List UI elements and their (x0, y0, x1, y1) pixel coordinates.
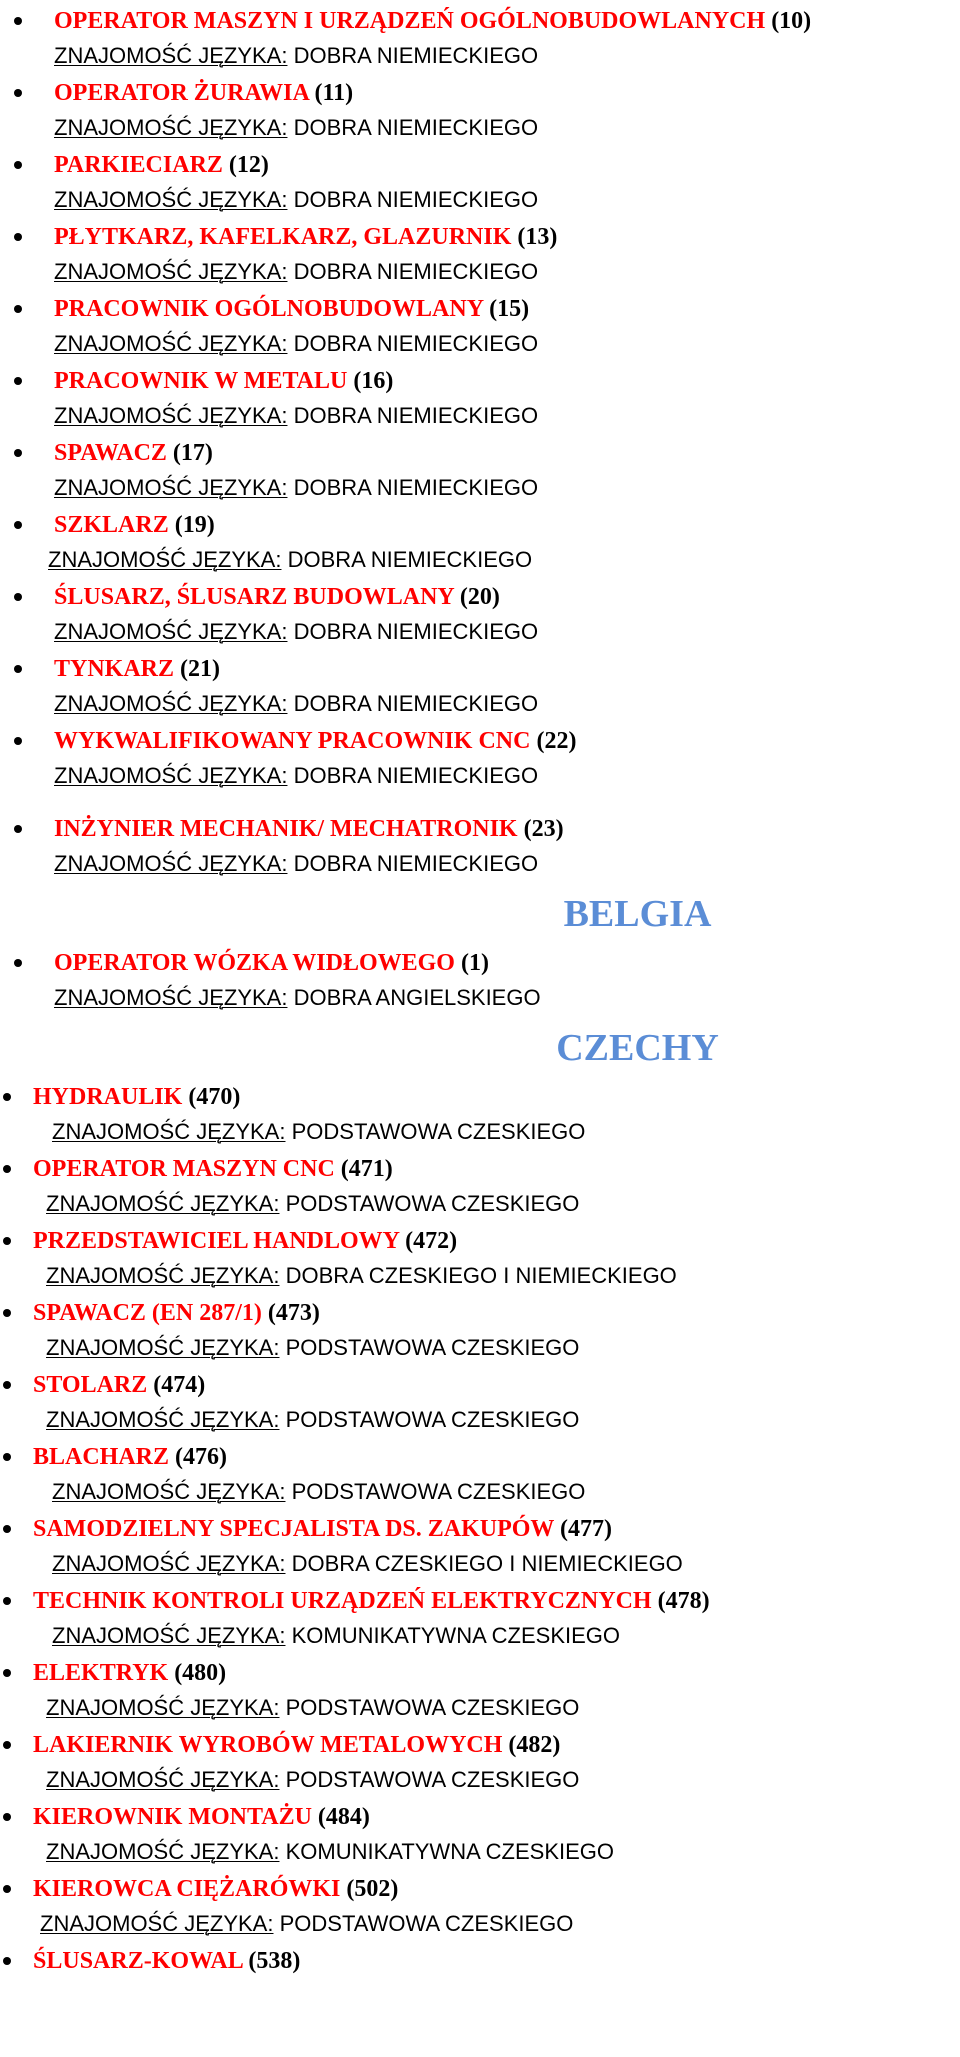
job-item (14, 288, 960, 360)
job-item (14, 720, 960, 792)
bullet-icon (14, 89, 22, 97)
language-requirement (52, 1622, 620, 1650)
bullet-icon (14, 737, 22, 745)
job-title: PŁYTKARZ, KAFELKARZ, GLAZURNIK (54, 224, 512, 250)
requirement-label: ZNAJOMOŚĆ JĘZYKA: (46, 1407, 280, 1432)
bullet-icon (3, 1885, 11, 1893)
requirement-value: PODSTAWOWA CZESKIEGO (285, 1191, 580, 1216)
requirement-value: DOBRA NIEMIECKIEGO (293, 331, 539, 356)
job-title-line (54, 510, 215, 540)
job-item (14, 72, 960, 144)
requirement-value: PODSTAWOWA CZESKIEGO (285, 1695, 580, 1720)
job-title: STOLARZ (33, 1372, 148, 1398)
job-title: PRZEDSTAWICIEL HANDLOWY (33, 1228, 400, 1254)
language-requirement (54, 474, 538, 502)
job-title-line (33, 1802, 370, 1832)
job-title-line (33, 1082, 240, 1112)
requirement-label: ZNAJOMOŚĆ JĘZYKA: (46, 1839, 280, 1864)
requirement-value: DOBRA NIEMIECKIEGO (293, 851, 539, 876)
requirement-value: KOMUNIKATYWNA CZESKIEGO (285, 1839, 615, 1864)
germany-job-list (0, 0, 960, 880)
language-requirement (54, 618, 538, 646)
requirement-value: DOBRA NIEMIECKIEGO (293, 43, 539, 68)
requirement-label: ZNAJOMOŚĆ JĘZYKA: (54, 475, 288, 500)
job-code: (21) (180, 656, 220, 682)
requirement-label: ZNAJOMOŚĆ JĘZYKA: (54, 763, 288, 788)
bullet-icon (3, 1237, 11, 1245)
job-title: OPERATOR MASZYN CNC (33, 1156, 335, 1182)
job-item (0, 1796, 960, 1868)
job-title-line (54, 948, 489, 978)
language-requirement (54, 690, 538, 718)
job-item (0, 1292, 960, 1364)
requirement-value: KOMUNIKATYWNA CZESKIEGO (291, 1623, 621, 1648)
job-title: TYNKARZ (54, 656, 175, 682)
requirement-label: ZNAJOMOŚĆ JĘZYKA: (54, 43, 288, 68)
job-title-line (54, 726, 576, 756)
requirement-label: ZNAJOMOŚĆ JĘZYKA: (46, 1263, 280, 1288)
requirement-value: PODSTAWOWA CZESKIEGO (285, 1335, 580, 1360)
job-code: (482) (508, 1732, 561, 1758)
job-title-line (33, 1298, 320, 1328)
bullet-icon (14, 959, 22, 967)
bullet-icon (14, 17, 22, 25)
job-title: SPAWACZ (54, 440, 167, 466)
language-requirement (48, 546, 532, 574)
job-item (0, 1868, 960, 1940)
job-title: PRACOWNIK W METALU (54, 368, 348, 394)
job-title: WYKWALIFIKOWANY PRACOWNIK CNC (54, 728, 531, 754)
bullet-icon (3, 1669, 11, 1677)
job-item (14, 216, 960, 288)
job-item (14, 432, 960, 504)
job-code: (472) (405, 1228, 458, 1254)
requirement-value: DOBRA NIEMIECKIEGO (293, 115, 539, 140)
requirement-label: ZNAJOMOŚĆ JĘZYKA: (46, 1695, 280, 1720)
requirement-label: ZNAJOMOŚĆ JĘZYKA: (46, 1335, 280, 1360)
job-item (0, 1652, 960, 1724)
job-code: (502) (346, 1876, 399, 1902)
job-title-line (33, 1586, 710, 1616)
requirement-value: DOBRA NIEMIECKIEGO (293, 619, 539, 644)
country-heading-belgia: BELGIA (563, 893, 712, 935)
bullet-icon (14, 449, 22, 457)
language-requirement (54, 186, 538, 214)
language-requirement (54, 258, 538, 286)
bullet-icon (3, 1741, 11, 1749)
bullet-icon (3, 1525, 11, 1533)
job-title: ŚLUSARZ-KOWAL (33, 1948, 243, 1974)
requirement-value: PODSTAWOWA CZESKIEGO (279, 1911, 574, 1936)
requirement-value: PODSTAWOWA CZESKIEGO (291, 1119, 586, 1144)
bullet-icon (3, 1813, 11, 1821)
requirement-label: ZNAJOMOŚĆ JĘZYKA: (54, 403, 288, 428)
requirement-label: ZNAJOMOŚĆ JĘZYKA: (52, 1551, 286, 1576)
job-title: OPERATOR WÓZKA WIDŁOWEGO (54, 950, 455, 976)
language-requirement (54, 984, 541, 1012)
job-title-line (33, 1442, 227, 1472)
bullet-icon (3, 1381, 11, 1389)
job-item (0, 1508, 960, 1580)
job-title: BLACHARZ (33, 1444, 170, 1470)
job-item (0, 1220, 960, 1292)
requirement-label: ZNAJOMOŚĆ JĘZYKA: (52, 1119, 286, 1144)
job-code: (13) (517, 224, 558, 250)
bullet-icon (3, 1957, 11, 1965)
language-requirement (52, 1478, 585, 1506)
belgia-section (0, 892, 960, 1014)
language-requirement (54, 42, 538, 70)
job-code: (473) (267, 1300, 320, 1326)
requirement-label: ZNAJOMOŚĆ JĘZYKA: (48, 547, 282, 572)
language-requirement (54, 402, 538, 430)
job-title: PRACOWNIK OGÓLNOBUDOWLANY (54, 296, 484, 322)
language-requirement (46, 1766, 579, 1794)
job-title: ŚLUSARZ, ŚLUSARZ BUDOWLANY (54, 584, 454, 610)
job-title-line (33, 1370, 205, 1400)
bullet-icon (14, 161, 22, 169)
job-code: (20) (459, 584, 500, 610)
bullet-icon (3, 1309, 11, 1317)
job-title: HYDRAULIK (33, 1084, 183, 1110)
job-item (14, 144, 960, 216)
job-code: (476) (175, 1444, 228, 1470)
requirement-value: DOBRA NIEMIECKIEGO (293, 259, 539, 284)
requirement-label: ZNAJOMOŚĆ JĘZYKA: (54, 187, 288, 212)
job-title-line (33, 1730, 560, 1760)
job-item (0, 1580, 960, 1652)
requirement-label: ZNAJOMOŚĆ JĘZYKA: (46, 1767, 280, 1792)
language-requirement (52, 1550, 683, 1578)
requirement-label: ZNAJOMOŚĆ JĘZYKA: (46, 1191, 280, 1216)
job-title-line (54, 150, 269, 180)
language-requirement (54, 850, 538, 878)
requirement-label: ZNAJOMOŚĆ JĘZYKA: (54, 851, 288, 876)
requirement-value: DOBRA NIEMIECKIEGO (293, 403, 539, 428)
job-title-line (33, 1514, 612, 1544)
bullet-icon (3, 1453, 11, 1461)
job-code: (11) (314, 80, 354, 106)
language-requirement (46, 1190, 579, 1218)
job-item (14, 576, 960, 648)
language-requirement (54, 762, 538, 790)
job-title-line (54, 222, 557, 252)
job-code: (484) (317, 1804, 370, 1830)
language-requirement (40, 1910, 573, 1938)
job-title: SPAWACZ (EN 287/1) (33, 1300, 262, 1326)
language-requirement (52, 1118, 585, 1146)
job-title-line (54, 6, 811, 36)
job-title-line (54, 438, 213, 468)
requirement-value: DOBRA CZESKIEGO I NIEMIECKIEGO (291, 1551, 683, 1576)
bullet-icon (14, 665, 22, 673)
job-title-line (54, 294, 529, 324)
requirement-label: ZNAJOMOŚĆ JĘZYKA: (52, 1623, 286, 1648)
bullet-icon (3, 1165, 11, 1173)
job-title-line (54, 78, 353, 108)
job-title-line (54, 654, 220, 684)
language-requirement (54, 114, 538, 142)
requirement-value: DOBRA NIEMIECKIEGO (293, 187, 539, 212)
job-title: INŻYNIER MECHANIK/ MECHATRONIK (54, 816, 518, 842)
bullet-icon (14, 305, 22, 313)
job-title: OPERATOR ŻURAWIA (54, 80, 309, 106)
job-title: LAKIERNIK WYROBÓW METALOWYCH (33, 1732, 503, 1758)
requirement-label: ZNAJOMOŚĆ JĘZYKA: (52, 1479, 286, 1504)
job-code: (12) (228, 152, 269, 178)
job-item (0, 1940, 960, 2012)
requirement-label: ZNAJOMOŚĆ JĘZYKA: (54, 331, 288, 356)
job-item (0, 1436, 960, 1508)
job-title-line (54, 582, 500, 612)
job-item (14, 360, 960, 432)
job-code: (1) (460, 950, 489, 976)
language-requirement (46, 1694, 579, 1722)
bullet-icon (14, 593, 22, 601)
language-requirement (46, 1406, 579, 1434)
job-title: OPERATOR MASZYN I URZĄDZEŃ OGÓLNOBUDOWLANYCH (54, 8, 766, 34)
job-code: (23) (523, 816, 564, 842)
requirement-value: DOBRA CZESKIEGO I NIEMIECKIEGO (285, 1263, 677, 1288)
job-item (0, 1148, 960, 1220)
bullet-icon (14, 825, 22, 833)
job-title-line (54, 814, 564, 844)
job-code: (17) (172, 440, 213, 466)
requirement-label: ZNAJOMOŚĆ JĘZYKA: (54, 691, 288, 716)
requirement-value: DOBRA NIEMIECKIEGO (293, 691, 539, 716)
job-item (0, 1724, 960, 1796)
job-item (0, 1076, 960, 1148)
bullet-icon (3, 1597, 11, 1605)
job-title-line (33, 1874, 398, 1904)
job-title: SZKLARZ (54, 512, 169, 538)
job-code: (15) (489, 296, 530, 322)
bullet-icon (14, 521, 22, 529)
job-code: (538) (248, 1948, 301, 1974)
job-title: PARKIECIARZ (54, 152, 223, 178)
job-item (14, 504, 960, 576)
job-title: SAMODZIELNY SPECJALISTA DS. ZAKUPÓW (33, 1516, 554, 1542)
country-heading-czechy: CZECHY (556, 1027, 719, 1069)
language-requirement (46, 1334, 579, 1362)
job-item (14, 648, 960, 720)
language-requirement (46, 1262, 677, 1290)
requirement-value: DOBRA NIEMIECKIEGO (293, 763, 539, 788)
czechy-section (0, 1026, 960, 2012)
job-code: (22) (536, 728, 577, 754)
job-code: (470) (188, 1084, 241, 1110)
job-title: ELEKTRYK (33, 1660, 169, 1686)
job-code: (10) (771, 8, 812, 34)
job-item (14, 942, 960, 1014)
job-title-line (33, 1154, 393, 1184)
language-requirement (54, 330, 538, 358)
requirement-value: PODSTAWOWA CZESKIEGO (285, 1767, 580, 1792)
requirement-value: DOBRA NIEMIECKIEGO (287, 547, 533, 572)
job-code: (480) (174, 1660, 227, 1686)
requirement-value: PODSTAWOWA CZESKIEGO (291, 1479, 586, 1504)
requirement-label: ZNAJOMOŚĆ JĘZYKA: (40, 1911, 274, 1936)
job-title: KIEROWNIK MONTAŻU (33, 1804, 312, 1830)
requirement-label: ZNAJOMOŚĆ JĘZYKA: (54, 619, 288, 644)
bullet-icon (14, 377, 22, 385)
job-item (14, 808, 960, 880)
job-title-line (33, 1658, 226, 1688)
job-title: KIEROWCA CIĘŻARÓWKI (33, 1876, 341, 1902)
requirement-value: DOBRA NIEMIECKIEGO (293, 475, 539, 500)
job-code: (477) (560, 1516, 612, 1542)
job-item (0, 1364, 960, 1436)
requirement-label: ZNAJOMOŚĆ JĘZYKA: (54, 985, 288, 1010)
job-code: (471) (340, 1156, 393, 1182)
job-item (14, 0, 960, 72)
job-code: (474) (153, 1372, 206, 1398)
job-title-line (33, 1946, 300, 1976)
bullet-icon (3, 1093, 11, 1101)
job-title-line (33, 1226, 457, 1256)
job-title: TECHNIK KONTROLI URZĄDZEŃ ELEKTRYCZNYCH (33, 1588, 652, 1614)
job-code: (19) (174, 512, 215, 538)
language-requirement (46, 1838, 614, 1866)
bullet-icon (14, 233, 22, 241)
requirement-label: ZNAJOMOŚĆ JĘZYKA: (54, 115, 288, 140)
requirement-value: PODSTAWOWA CZESKIEGO (285, 1407, 580, 1432)
job-code: (478) (657, 1588, 710, 1614)
requirement-label: ZNAJOMOŚĆ JĘZYKA: (54, 259, 288, 284)
requirement-value: DOBRA ANGIELSKIEGO (293, 985, 541, 1010)
job-title-line (54, 366, 393, 396)
job-code: (16) (353, 368, 394, 394)
